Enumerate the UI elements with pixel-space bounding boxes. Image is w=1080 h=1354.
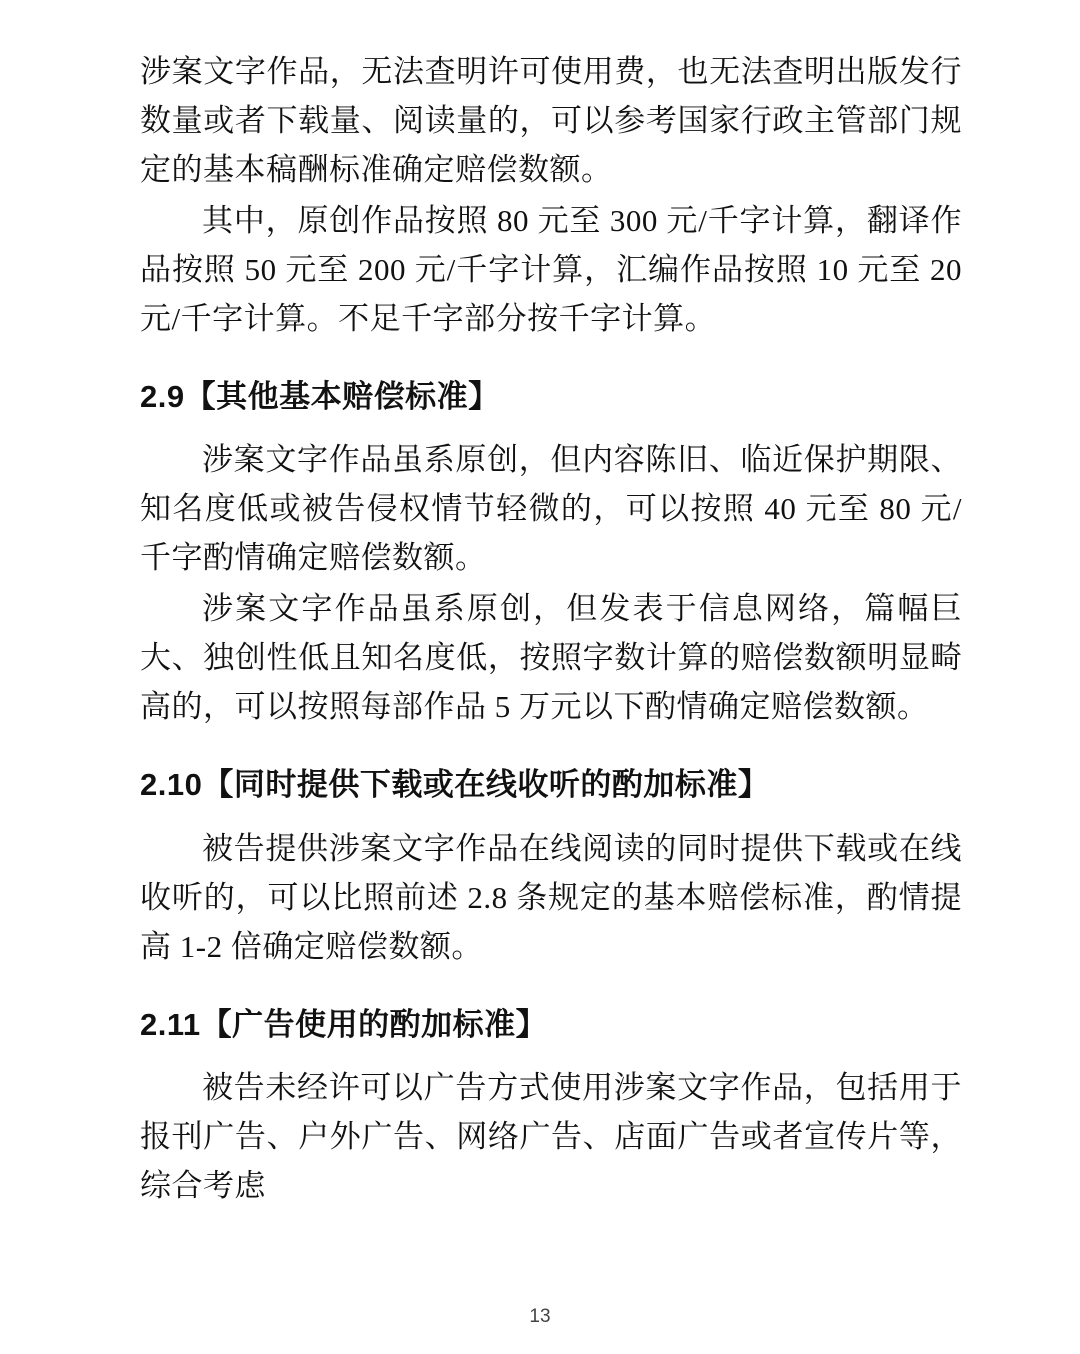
heading-2-11: 2.11【广告使用的酌加标准】 — [140, 1006, 548, 1042]
heading-2-9: 2.9【其他基本赔偿标准】 — [140, 378, 500, 414]
paragraph-low-profile-works: 涉案文字作品虽系原创，但内容陈旧、临近保护期限、知名度低或被告侵权情节轻微的，可以按照 40 元至 80 元/千字酌情确定赔偿数额。 — [140, 442, 962, 576]
page-number: 13 — [529, 1306, 551, 1327]
paragraph-network-published-works: 涉案文字作品虽系原创，但发表于信息网络，篇幅巨大、独创性低且知名度低，按照字数计算的赔偿数额明显畸高的，可以按照每部作品 5 万元以下酌情确定赔偿数额。 — [140, 591, 962, 725]
paragraph-download-listen-multiplier: 被告提供涉案文字作品在线阅读的同时提供下载或在线收听的，可以比照前述 2.8 条规定的基本赔偿标准，酌情提高 1-2 倍确定赔偿数额。 — [140, 830, 962, 964]
heading-2-10: 2.10【同时提供下载或在线收听的酌加标准】 — [140, 767, 770, 803]
paragraph-rate-ranges: 其中，原创作品按照 80 元至 300 元/千字计算，翻译作品按照 50 元至 200 元/千字计算，汇编作品按照 10 元至 20 元/千字计算。不足千字部分按千字计算。 — [140, 202, 962, 336]
paragraph-advertising-use: 被告未经许可以广告方式使用涉案文字作品，包括用于报刊广告、户外广告、网络广告、店面广告或者宣传片等，综合考虑 — [140, 1070, 962, 1203]
paragraph-basic-royalty-standard: 涉案文字作品，无法查明许可使用费，也无法查明出版发行数量或者下载量、阅读量的，可以参考国家行政主管部门规定的基本稿酬标准确定赔偿数额。 — [140, 54, 962, 187]
